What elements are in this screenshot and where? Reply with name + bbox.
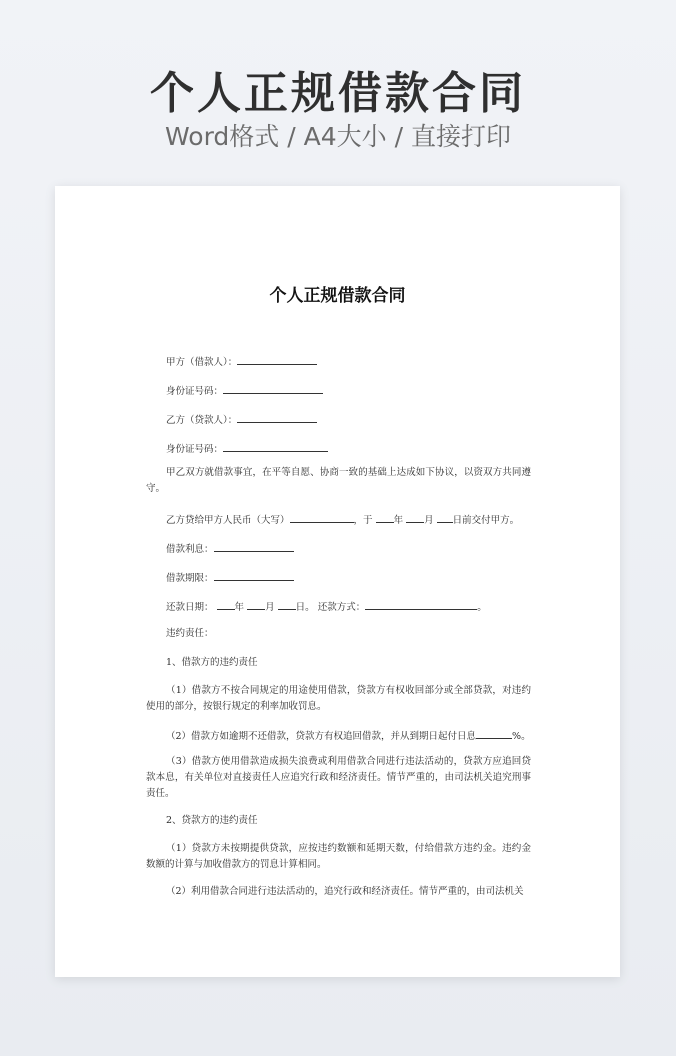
party-b-line xyxy=(166,411,317,428)
party-a-id-label: 身份证号码： xyxy=(166,386,224,397)
repay-year: 年 xyxy=(234,602,245,613)
repay-method-label: 还款方式： xyxy=(317,602,366,613)
loan-year-blank xyxy=(376,511,394,523)
term-label: 借款期限： xyxy=(166,573,214,584)
party-a-id-blank xyxy=(223,382,323,394)
repay-day-blank xyxy=(278,598,296,610)
loan-amount-blank xyxy=(290,511,354,523)
repay-day: 日。 xyxy=(295,602,315,613)
term-blank xyxy=(214,569,294,581)
loan-day-blank xyxy=(437,511,453,523)
party-a-blank xyxy=(237,353,317,365)
repay-month-blank xyxy=(247,598,265,610)
section2-heading: 2、贷款方的违约责任 xyxy=(166,815,258,826)
section1-heading: 1、借款方的违约责任 xyxy=(166,657,258,668)
interest-label: 借款利息： xyxy=(166,544,214,555)
party-b-id-blank xyxy=(223,440,328,452)
loan-year: 年 xyxy=(393,515,404,526)
interest-line xyxy=(166,540,294,557)
intro-paragraph: 甲乙双方就借款事宜，在平等自愿、协商一致的基础上达成如下协议，以资双方共同遵守。 xyxy=(146,467,531,494)
repay-line xyxy=(166,598,487,615)
document-title: 个人正规借款合同 xyxy=(269,286,406,306)
breach-heading: 违约责任： xyxy=(166,628,214,639)
banner-title: 个人正规借款合同 xyxy=(150,68,526,119)
section1-para3: （3）借款方使用借款造成损失浪费或利用借款合同进行违法活动的，贷款方应追回贷款本息，有关单位对直接责任人应追究行政和经济责任。情节严重的，由司法机关追究刑事责任。 xyxy=(146,756,531,799)
section1-para2-text: （2）借款方如逾期不还借款，贷款方有权追回借款，并从到期日起付日息 xyxy=(166,731,477,742)
interest-blank xyxy=(214,540,294,552)
party-b-blank xyxy=(237,411,317,423)
loan-text3: 日前交付甲方。 xyxy=(452,515,520,526)
repay-month: 月 xyxy=(265,602,275,613)
party-a-label: 甲方（借款人）： xyxy=(166,357,238,368)
document-page xyxy=(55,186,620,977)
section2-para2: （2）利用借款合同进行违法活动的，追究行政和经济责任。情节严重的，由司法机关 xyxy=(166,886,524,897)
loan-month-blank xyxy=(406,511,424,523)
section1-para2-end: %。 xyxy=(512,731,531,742)
party-b-id-label: 身份证号码： xyxy=(166,444,224,455)
loan-amount-line xyxy=(166,511,519,528)
banner-subtitle: Word格式 / A4大小 / 直接打印 xyxy=(165,122,511,151)
daily-interest-blank xyxy=(476,727,512,739)
section1-para2 xyxy=(166,727,531,744)
term-line xyxy=(166,569,294,586)
party-a-id-line xyxy=(166,382,323,399)
loan-text2: ，于 xyxy=(353,515,373,526)
section2-para1: （1）贷款方未按期提供贷款，应按违约数额和延期天数，付给借款方违约金。违约金数额的计算与加收借款方的罚息计算相同。 xyxy=(146,843,531,870)
repay-year-blank xyxy=(217,598,235,610)
party-a-line xyxy=(166,353,317,370)
loan-text1: 乙方贷给甲方人民币（大写） xyxy=(166,515,290,526)
loan-month: 月 xyxy=(424,515,434,526)
repay-end: 。 xyxy=(477,602,487,613)
repay-method-blank xyxy=(365,598,477,610)
repay-label: 还款日期： xyxy=(166,602,214,613)
section1-para1: （1）借款方不按合同规定的用途使用借款，贷款方有权收回部分或全部贷款，对违约使用的部分，按银行规定的利率加收罚息。 xyxy=(146,685,531,712)
party-b-id-line xyxy=(166,440,328,457)
party-b-label: 乙方（贷款人）： xyxy=(166,415,238,426)
